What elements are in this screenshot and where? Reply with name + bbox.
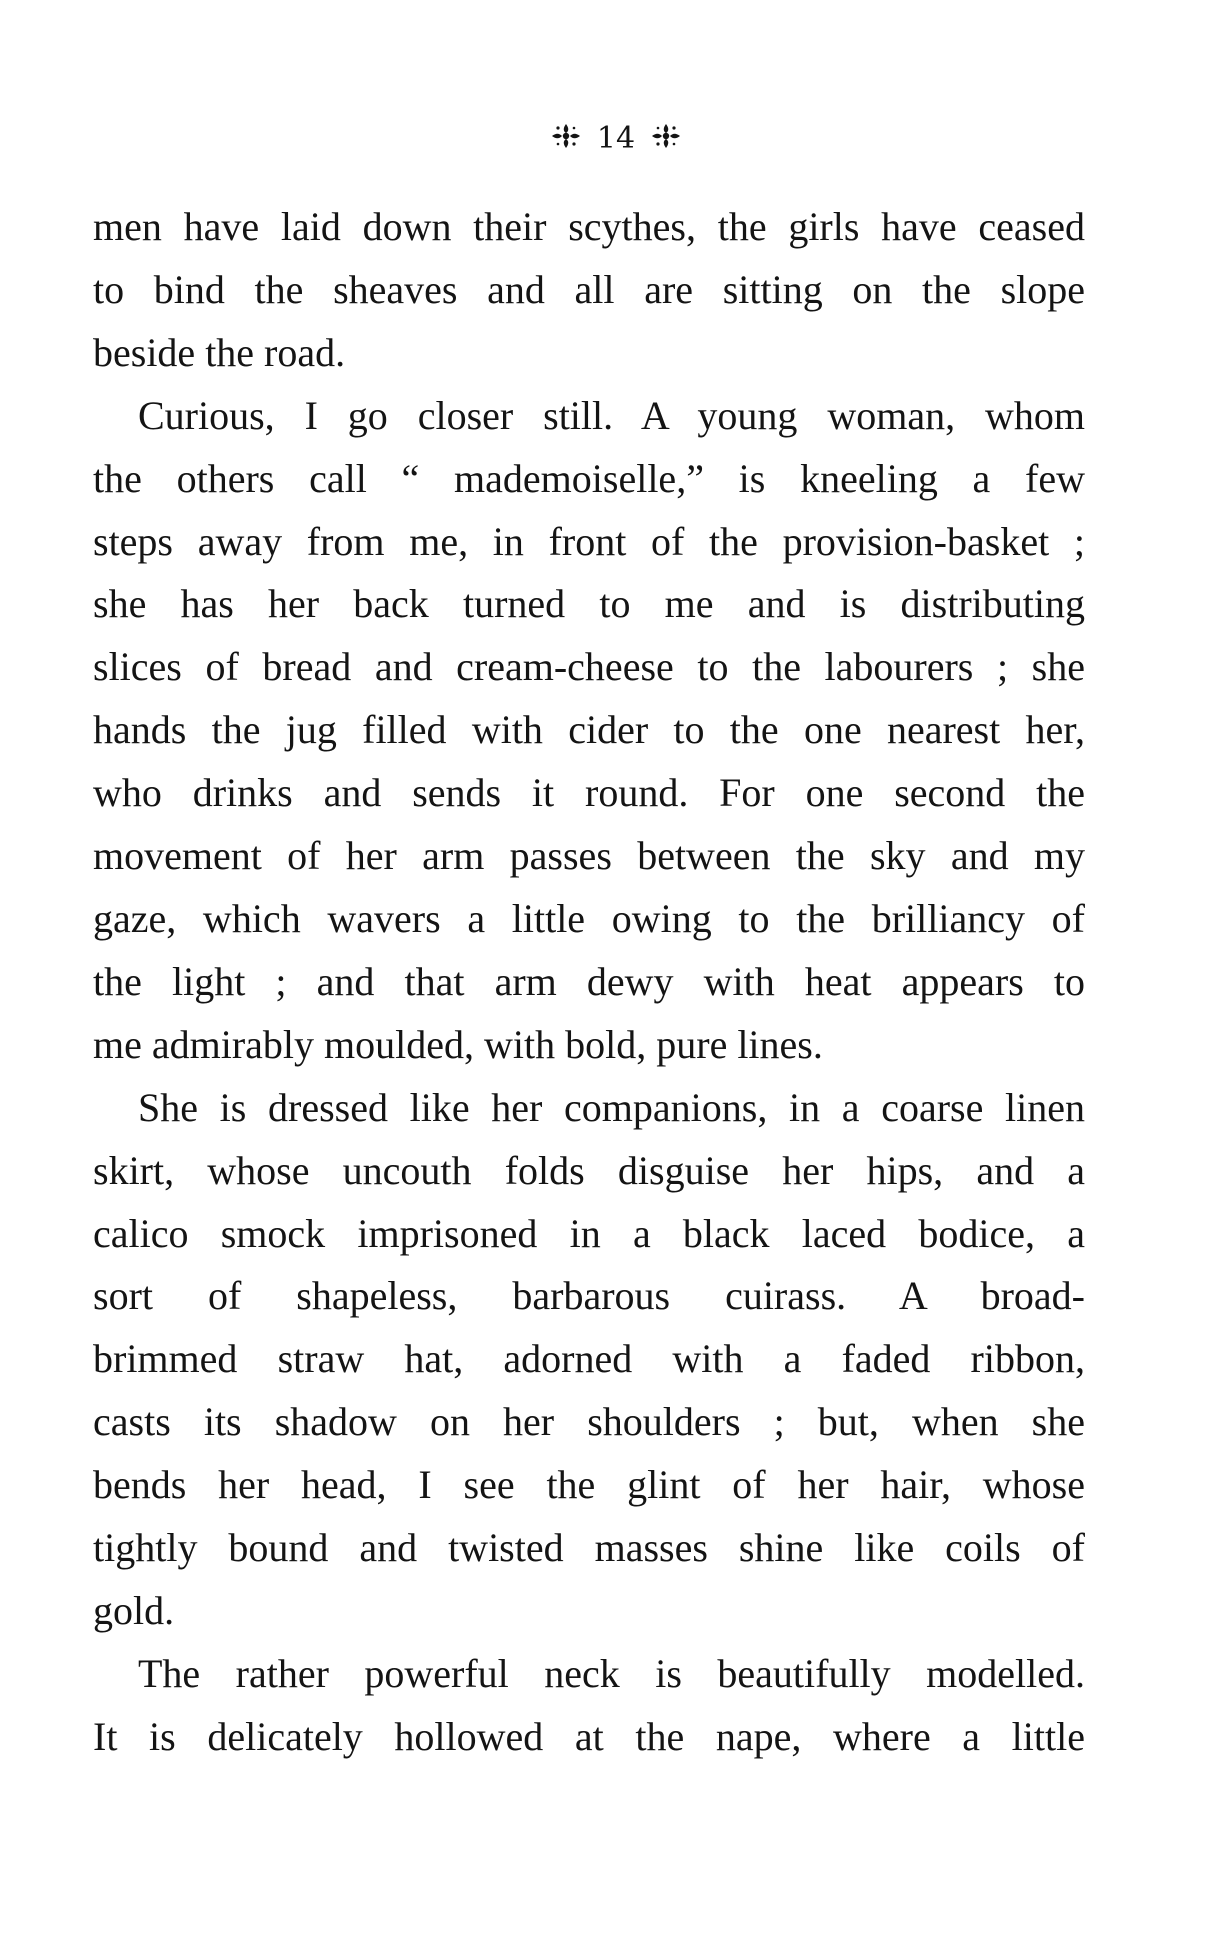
text-line: bends her head, I see the glint of her hair, whose (93, 1462, 1085, 1508)
text-line: movement of her arm passes between the sky and my (93, 833, 1085, 879)
text-line: me admirably moulded, with bold, pure lines. (93, 1021, 823, 1067)
text-line: gold. (93, 1587, 175, 1633)
text-line: brimmed straw hat, adorned with a faded ribbon, (93, 1336, 1085, 1382)
text-line: she has her back turned to me and is distributing (93, 581, 1085, 627)
text-line: to bind the sheaves and all are sitting on the slope (93, 266, 1085, 312)
text-line: tightly bound and twisted masses shine like coils of (93, 1525, 1085, 1571)
text-line: slices of bread and cream-cheese to the labourers ; she (93, 644, 1085, 690)
text-line: who drinks and sends it round. For one second the (93, 770, 1085, 816)
page-header (0, 118, 1232, 159)
fleuron-ornament-left-icon (551, 123, 581, 149)
text-line: casts its shadow on her shoulders ; but, when she (93, 1399, 1085, 1445)
text-line: gaze, which wavers a little owing to the brilliancy of (93, 895, 1085, 941)
text-line: skirt, whose uncouth folds disguise her hips, and a (93, 1147, 1085, 1193)
fleuron-ornament-right-icon (651, 123, 681, 149)
text-line: The rather powerful neck is beautifully modelled. (138, 1650, 1085, 1696)
text-line: the others call “ mademoiselle,” is kneeling a few (93, 455, 1085, 501)
text-line: Curious, I go closer still. A young woman, whom (138, 392, 1085, 438)
text-line: calico smock imprisoned in a black laced bodice, a (93, 1210, 1085, 1256)
text-line: sort of shapeless, barbarous cuirass. A broad- (93, 1273, 1085, 1319)
text-line: beside the road. (93, 329, 346, 375)
text-line: hands the jug filled with cider to the one nearest her, (93, 707, 1085, 753)
text-line: men have laid down their scythes, the girls have ceased (93, 204, 1085, 249)
page-body-text (93, 196, 1085, 1769)
text-line: the light ; and that arm dewy with heat appears to (93, 958, 1085, 1004)
text-line: It is delicately hollowed at the nape, where a little (93, 1713, 1085, 1759)
text-line: She is dressed like her companions, in a coarse linen (138, 1084, 1085, 1130)
text-line: steps away from me, in front of the provision-basket ; (93, 518, 1085, 564)
page-number: 14 (596, 121, 636, 156)
